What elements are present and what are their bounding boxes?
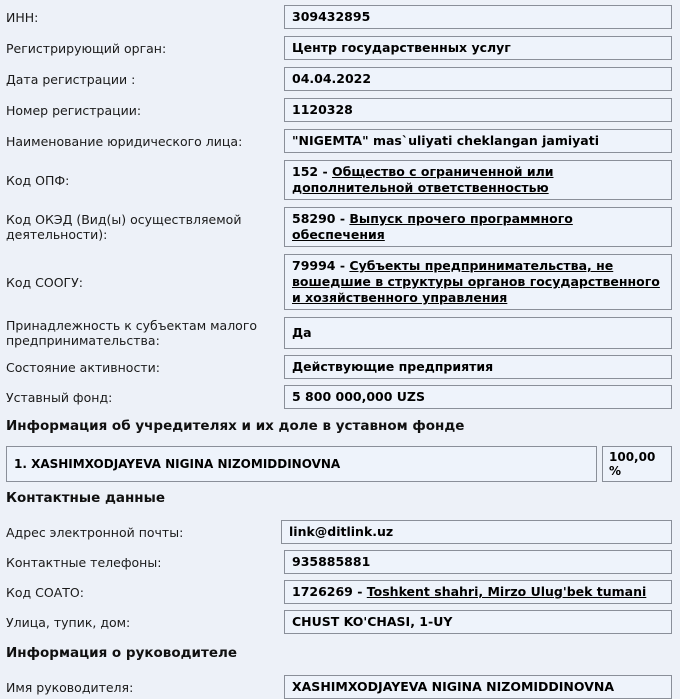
- label-registration-date: Дата регистрации :: [6, 71, 136, 87]
- field-row-director-name: [0, 675, 680, 699]
- label-opf-code: Код ОПФ:: [6, 172, 70, 188]
- field-row-legal-entity-name: [0, 129, 680, 153]
- founder-share: 100,00 %: [602, 446, 672, 482]
- oked-code-number: 58290 -: [292, 211, 350, 226]
- field-row-registration-number: [0, 98, 680, 122]
- value-activity-state[interactable]: Действующие предприятия: [284, 355, 672, 379]
- field-row-registration-date: [0, 67, 680, 91]
- field-row-soogu-code: [0, 254, 680, 310]
- director-section-heading: Информация о руководителе: [6, 645, 238, 661]
- field-row-activity-state: [0, 355, 680, 379]
- field-row-inn: [0, 5, 680, 29]
- label-oked-code: Код ОКЭД (Вид(ы) осуществляемой деятельности):: [6, 212, 242, 242]
- soato-code-number: 1726269 -: [292, 584, 367, 599]
- field-row-street-address: [0, 610, 680, 634]
- value-opf-code: [284, 160, 672, 200]
- value-email[interactable]: link@ditlink.uz: [281, 520, 672, 544]
- field-row-oked-code: [0, 207, 680, 247]
- field-row-phone: [0, 550, 680, 574]
- field-row-registering-authority: [0, 36, 680, 60]
- contacts-section-heading: Контактные данные: [6, 490, 165, 506]
- label-inn: ИНН:: [6, 9, 39, 25]
- soato-code-link[interactable]: Toshkent shahri, Mirzo Ulug'bek tumani: [366, 584, 647, 599]
- label-activity-state: Состояние активности:: [6, 359, 160, 375]
- soogu-code-number: 79994 -: [292, 258, 350, 273]
- field-row-email: [0, 520, 680, 544]
- label-street-address: Улица, тупик, дом:: [6, 614, 131, 630]
- value-legal-entity-name[interactable]: "NIGEMTA" mas`uliyati cheklangan jamiyati: [284, 129, 672, 153]
- value-registering-authority[interactable]: Центр государственных услуг: [284, 36, 672, 60]
- value-oked-code: [284, 207, 672, 247]
- label-small-business: Принадлежность к субъектам малого предпринимательства:: [6, 318, 258, 348]
- value-phone[interactable]: 935885881: [284, 550, 672, 574]
- value-registration-date[interactable]: 04.04.2022: [284, 67, 672, 91]
- soogu-code-link[interactable]: Субъекты предпринимательства, не вошедшие в структуры органов государственного и хозяйственного управления: [292, 258, 660, 305]
- value-street-address[interactable]: CHUST KO'CHASI, 1-UY: [284, 610, 672, 634]
- value-charter-fund[interactable]: 5 800 000,000 UZS: [284, 385, 672, 409]
- label-registering-authority: Регистрирующий орган:: [6, 40, 167, 56]
- label-charter-fund: Уставный фонд:: [6, 389, 113, 405]
- field-row-small-business: [0, 317, 680, 349]
- label-soato-code: Код СОАТО:: [6, 584, 84, 600]
- label-registration-number: Номер регистрации:: [6, 102, 142, 118]
- value-inn[interactable]: 309432895: [284, 5, 672, 29]
- field-row-charter-fund: [0, 385, 680, 409]
- value-soogu-code: [284, 254, 672, 310]
- label-legal-entity-name: Наименование юридического лица:: [6, 133, 243, 149]
- founders-section-heading: Информация об учредителях и их доле в уставном фонде: [6, 418, 465, 434]
- value-soato-code: [284, 580, 672, 604]
- opf-code-link[interactable]: Общество с ограниченной или дополнительной ответственностью: [292, 164, 554, 195]
- value-director-name[interactable]: XASHIMXODJAYEVA NIGINA NIZOMIDDINOVNA: [284, 675, 672, 699]
- label-email: Адрес электронной почты:: [6, 524, 184, 540]
- founder-name[interactable]: 1. XASHIMXODJAYEVA NIGINA NIZOMIDDINOVNA: [6, 446, 597, 482]
- opf-code-number: 152 -: [292, 164, 332, 179]
- founder-list-item: [0, 446, 680, 482]
- label-phone: Контактные телефоны:: [6, 554, 162, 570]
- oked-code-link[interactable]: Выпуск прочего программного обеспечения: [292, 211, 573, 242]
- value-small-business[interactable]: Да: [284, 317, 672, 349]
- label-director-name: Имя руководителя:: [6, 679, 134, 695]
- field-row-soato-code: [0, 580, 680, 604]
- value-registration-number[interactable]: 1120328: [284, 98, 672, 122]
- field-row-opf-code: [0, 160, 680, 200]
- label-soogu-code: Код СООГУ:: [6, 274, 83, 290]
